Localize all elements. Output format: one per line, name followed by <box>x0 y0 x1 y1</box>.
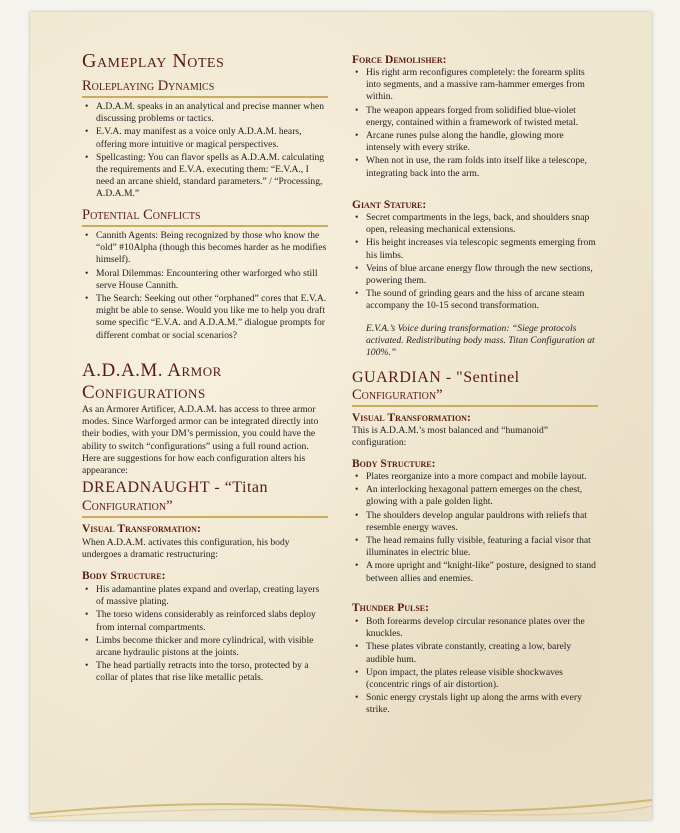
list-item: • The head partially retracts into the torso, protected by a collar of plates that rise like metallic petals. <box>96 660 328 684</box>
list-item: • The Search: Seeking out other “orphaned” cores that E.V.A. might be able to sense. Would you like me to help you draft some specific “E.V.A. and A.D.A.M.” dialogue prompts for different combat or social scenarios? <box>96 293 328 342</box>
list-item: • The weapon appears forged from solidified blue-violet energy, contained within a framework of twisted metal. <box>366 105 598 129</box>
guardian-rule <box>352 405 598 407</box>
list-item: • When not in use, the ram folds into itself like a telescope, integrating back into the arm. <box>366 155 598 179</box>
list-item: • Plates reorganize into a more compact and mobile layout. <box>366 471 598 483</box>
list-item: • Secret compartments in the legs, back, and shoulders snap open, releasing mechanical extensions. <box>366 212 598 236</box>
body-structure-list <box>82 584 328 686</box>
list-item: • The shoulders develop angular pauldrons with reliefs that resemble energy waves. <box>366 510 598 534</box>
list-item: • Arcane runes pulse along the handle, glowing more intensely with every strike. <box>366 130 598 154</box>
thunder-pulse-list <box>352 616 598 718</box>
list-item: • His right arm reconfigures completely: the forearm splits into segments, and a massive ram-hammer emerges from within. <box>366 67 598 104</box>
list-item: • An interlocking hexagonal pattern emerges on the chest, glowing with a pale golden light. <box>366 484 598 508</box>
armor-configurations-title-line2: Configurations <box>82 382 206 403</box>
body-structure-list <box>352 471 598 586</box>
list-item: • Spellcasting: You can flavor spells as A.D.A.M. calculating the requirements and E.V.A. executing them: “E.V.A., I need an arcane shield, standard parameters.” / “Processing, A.D.A.M.” <box>96 152 328 201</box>
body-structure-heading: Body Structure: <box>352 458 436 470</box>
giant-stature-heading: Giant Stature: <box>352 199 427 211</box>
list-item: • The torso widens considerably as reinforced slabs deploy from internal compartments. <box>96 609 328 633</box>
armor-configurations-title-line1: A.D.A.M. Armor <box>82 360 222 381</box>
visual-transformation-heading: Visual Transformation: <box>82 523 201 535</box>
list-item: • Cannith Agents: Being recognized by those who know the “old” #10Alpha (though this becomes harder as he modifies himself). <box>96 230 328 267</box>
roleplaying-title: Roleplaying Dynamics <box>82 78 215 94</box>
dreadnaught-title-line1: DREADNAUGHT - “Titan <box>82 479 268 496</box>
list-item: • Sonic energy crystals light up along the arms with every strike. <box>366 692 598 716</box>
list-item: • Veins of blue arcane energy flow through the new sections, powering them. <box>366 263 598 287</box>
visual-transformation-text: This is A.D.A.M.’s most balanced and “humanoid” configuration: <box>352 425 549 449</box>
armor-intro-text: As an Armorer Artificer, A.D.A.M. has access to three armor modes. Since Warforged armor can be integrated directly into their bodies, with your DM’s permission, you could have the ability to switch “configurations” using a full round action. Here are suggestions for how each configuration alters his appearance: <box>82 404 319 477</box>
list-item: • The head remains fully visible, featuring a facial visor that illuminates in electric blue. <box>366 535 598 559</box>
dreadnaught-rule <box>82 516 328 518</box>
list-item: • Moral Dilemmas: Encountering other warforged who still serve House Cannith. <box>96 268 328 292</box>
guardian-title-line2: Configuration” <box>352 387 443 403</box>
visual-transformation-heading: Visual Transformation: <box>352 412 471 424</box>
list-item: • Both forearms develop circular resonance plates over the knuckles. <box>366 616 598 640</box>
list-item: • Limbs become thicker and more cylindrical, with visible arcane hydraulic pistons at the joints. <box>96 635 328 659</box>
gameplay-notes-title: Gameplay Notes <box>82 50 225 72</box>
giant-stature-list <box>352 212 598 314</box>
dreadnaught-title-line2: Configuration” <box>82 498 173 514</box>
potential-conflicts-title: Potential Conflicts <box>82 207 201 223</box>
list-item: • A.D.A.M. speaks in an analytical and precise manner when discussing problems or tactics. <box>96 101 328 125</box>
force-demolisher-heading: Force Demolisher: <box>352 54 447 66</box>
list-item: • The sound of grinding gears and the hiss of arcane steam accompany the 10-15 second transformation. <box>366 288 598 312</box>
body-structure-heading: Body Structure: <box>82 570 166 582</box>
page-footer-ornament <box>30 780 652 820</box>
visual-transformation-text: When A.D.A.M. activates this configuration, his body undergoes a dramatic restructuring: <box>82 537 290 561</box>
thunder-pulse-heading: Thunder Pulse: <box>352 602 429 614</box>
list-item: • A more upright and “knight-like” posture, designed to stand between allies and enemies. <box>366 560 598 584</box>
conflicts-list <box>82 230 328 343</box>
list-item: • Upon impact, the plates release visible shockwaves (concentric rings of air distortion). <box>366 667 598 691</box>
force-demolisher-list <box>352 67 598 181</box>
list-item: • His height increases via telescopic segments emerging from his limbs. <box>366 237 598 261</box>
roleplaying-rule <box>82 96 328 98</box>
document-page <box>30 12 652 820</box>
list-item: • E.V.A. may manifest as a voice only A.D.A.M. hears, offering more intuitive or magical perspectives. <box>96 126 328 150</box>
eva-transformation-quote: E.V.A.’s Voice during transformation: “Siege protocols activated. Redistributing body mass. Titan Configuration at 100%.” <box>366 323 595 359</box>
guardian-title-line1: GUARDIAN - "Sentinel <box>352 369 520 386</box>
list-item: • These plates vibrate constantly, creating a low, barely audible hum. <box>366 641 598 665</box>
conflicts-rule <box>82 225 328 227</box>
list-item: • His adamantine plates expand and overlap, creating layers of massive plating. <box>96 584 328 608</box>
roleplaying-list <box>82 101 328 202</box>
